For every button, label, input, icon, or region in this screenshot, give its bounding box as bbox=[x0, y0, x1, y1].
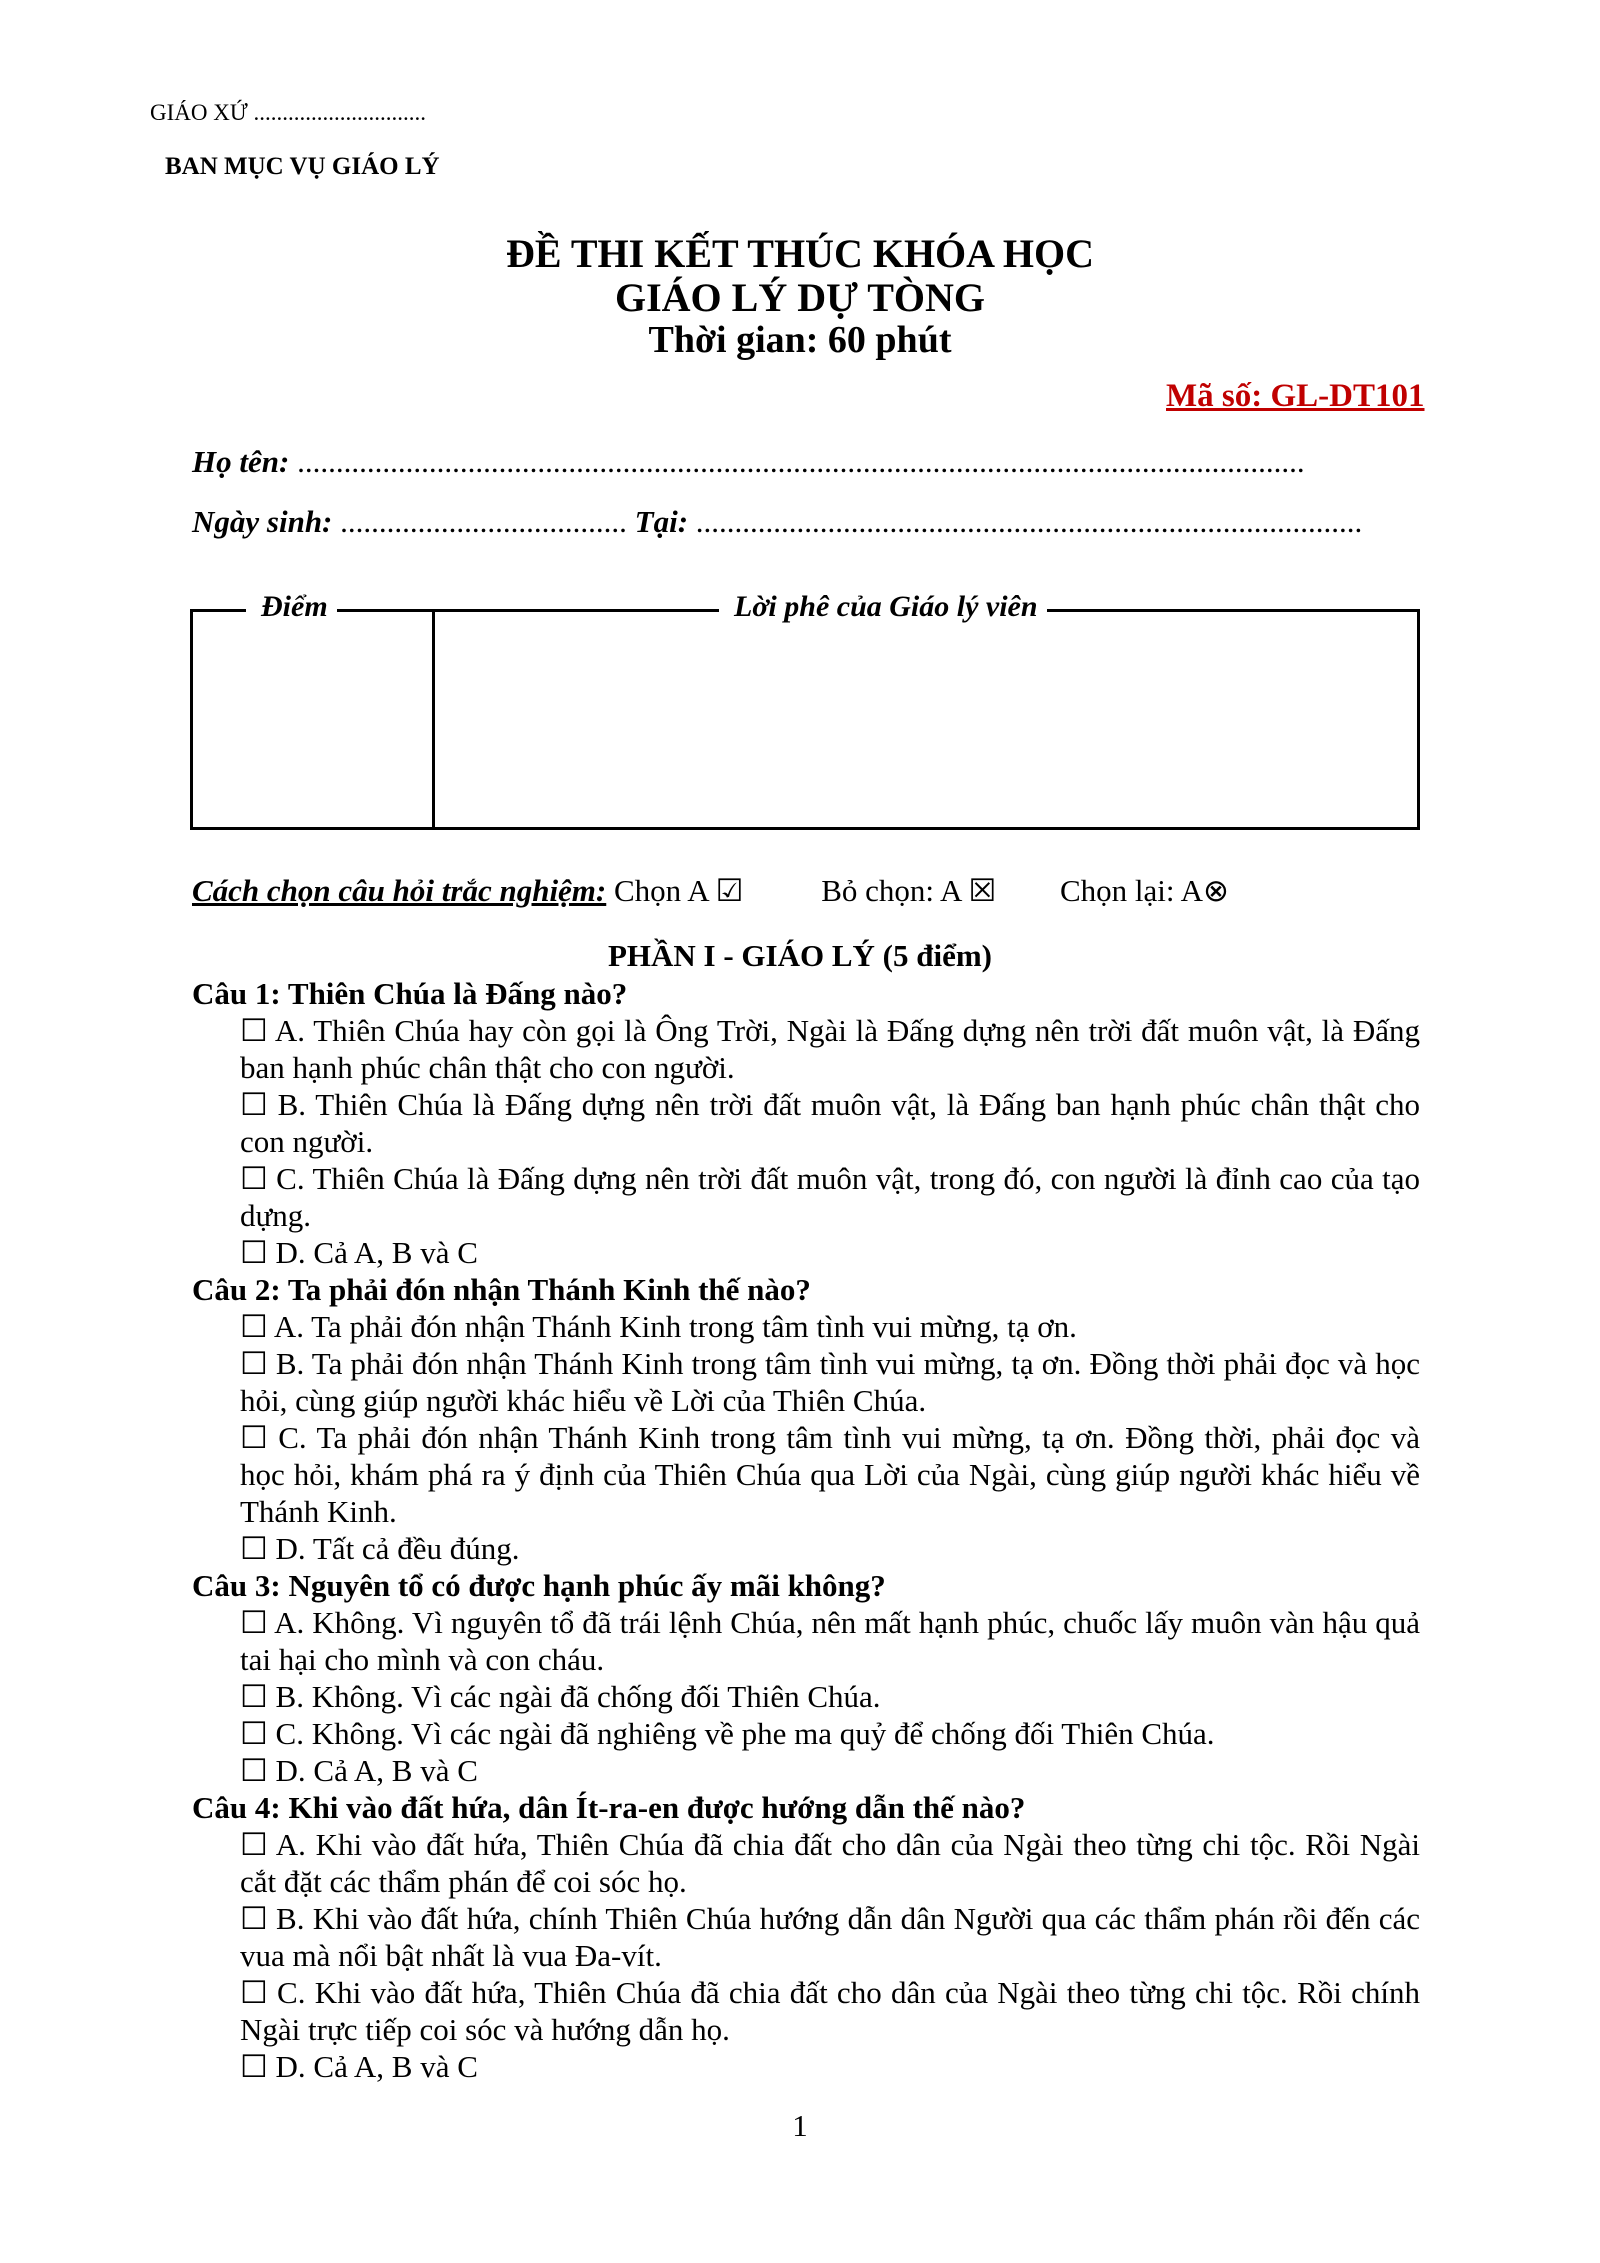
option-4b[interactable]: ☐ B. Khi vào đất hứa, chính Thiên Chúa hướng dẫn dân Người qua các thẩm phán rồi đến các vua mà nổi bật nhất là vua Đa-vít. bbox=[240, 1901, 1420, 1973]
question-3: Câu 3: Nguyên tổ có được hạnh phúc ấy mãi không? bbox=[192, 1568, 886, 1603]
board-name: BAN MỤC VỤ GIÁO LÝ bbox=[165, 153, 440, 180]
option-3a[interactable]: ☐ A. Không. Vì nguyên tổ đã trái lệnh Chúa, nên mất hạnh phúc, chuốc lấy muôn vàn hậu quả tai hại cho mình và con cháu. bbox=[240, 1605, 1420, 1677]
score-label: Điểm bbox=[255, 590, 334, 624]
box-top-border-segment bbox=[1047, 609, 1420, 612]
option-3b[interactable]: ☐ B. Không. Vì các ngài đã chống đối Thiên Chúa. bbox=[240, 1679, 881, 1714]
option-1a[interactable]: ☐ A. Thiên Chúa hay còn gọi là Ông Trời, Ngài là Đấng dựng nên trời đất muôn vật, là Đấng ban hạnh phúc chân thật cho con người. bbox=[240, 1013, 1420, 1085]
option-4c[interactable]: ☐ C. Khi vào đất hứa, Thiên Chúa đã chia đất cho dân của Ngài theo từng chi tộc. Rồi chính Ngài trực tiếp coi sóc và hướng dẫn họ. bbox=[240, 1975, 1420, 2047]
option-2a[interactable]: ☐ A. Ta phải đón nhận Thánh Kinh trong tâm tình vui mừng, tạ ơn. bbox=[240, 1309, 1077, 1344]
option-4d[interactable]: ☐ D. Cả A, B và C bbox=[240, 2049, 478, 2084]
exam-code: Mã số: GL-DT101 bbox=[1166, 378, 1425, 414]
question-2: Câu 2: Ta phải đón nhận Thánh Kinh thế nào? bbox=[192, 1272, 811, 1307]
box-top-border-segment bbox=[337, 609, 719, 612]
option-4a[interactable]: ☐ A. Khi vào đất hứa, Thiên Chúa đã chia đất cho dân của Ngài theo từng chi tộc. Rồi Ngài cắt đặt các thẩm phán để coi sóc họ. bbox=[240, 1827, 1420, 1899]
parish-line: GIÁO XỨ .............................. bbox=[150, 100, 426, 125]
option-3c[interactable]: ☐ C. Không. Vì các ngài đã nghiêng về phe ma quỷ để chống đối Thiên Chúa. bbox=[240, 1716, 1215, 1751]
exam-title: ĐỀ THI KẾT THÚC KHÓA HỌC bbox=[506, 231, 1094, 276]
option-1d[interactable]: ☐ D. Cả A, B và C bbox=[240, 1235, 478, 1270]
dob-label: Ngày sinh: bbox=[192, 504, 333, 539]
place-label: Tại: bbox=[634, 504, 689, 539]
box-divider bbox=[432, 612, 435, 827]
page-number: 1 bbox=[792, 2108, 808, 2143]
instructions-label: Cách chọn câu hỏi trắc nghiệm: bbox=[192, 873, 607, 908]
unchoose-rule: Bỏ chọn: A ☒ bbox=[821, 873, 997, 908]
option-2d[interactable]: ☐ D. Tất cả đều đúng. bbox=[240, 1531, 520, 1566]
name-label: Họ tên: bbox=[192, 444, 290, 479]
dob-dots: ..................................... bbox=[332, 504, 635, 539]
part-title: PHẦN I - GIÁO LÝ (5 điểm) bbox=[607, 938, 993, 973]
time-limit: Thời gian: 60 phút bbox=[648, 319, 952, 361]
grade-box bbox=[190, 590, 1420, 830]
option-2c[interactable]: ☐ C. Ta phải đón nhận Thánh Kinh trong tâm tình vui mừng, tạ ơn. Đồng thời, phải đọc và học hỏi, khám phá ra ý định của Thiên Chúa qua Lời của Ngài, cùng giúp người khác hiểu về Thánh Kinh. bbox=[240, 1420, 1420, 1529]
rechoose-rule: Chọn lại: A⊗ bbox=[1060, 873, 1229, 908]
option-3d[interactable]: ☐ D. Cả A, B và C bbox=[240, 1753, 478, 1788]
option-2b[interactable]: ☐ B. Ta phải đón nhận Thánh Kinh trong tâm tình vui mừng, tạ ơn. Đồng thời phải đọc và học hỏi, cùng giúp người khác hiểu về Lời của Thiên Chúa. bbox=[240, 1346, 1420, 1418]
option-1b[interactable]: ☐ B. Thiên Chúa là Đấng dựng nên trời đất muôn vật, là Đấng ban hạnh phúc chân thật cho con người. bbox=[240, 1087, 1420, 1159]
question-4: Câu 4: Khi vào đất hứa, dân Ít-ra-en được hướng dẫn thế nào? bbox=[192, 1790, 1026, 1825]
question-1: Câu 1: Thiên Chúa là Đấng nào? bbox=[192, 976, 628, 1011]
answer-instructions bbox=[192, 873, 1229, 909]
place-dots: ...................................................................................... bbox=[688, 504, 1363, 539]
comment-label: Lời phê của Giáo lý viên bbox=[728, 590, 1044, 624]
dob-field[interactable] bbox=[192, 504, 1362, 540]
option-1c[interactable]: ☐ C. Thiên Chúa là Đấng dựng nên trời đất muôn vật, trong đó, con người là đỉnh cao của tạo dựng. bbox=[240, 1161, 1420, 1233]
name-field[interactable] bbox=[192, 444, 1305, 480]
choose-rule: Chọn A ☑ bbox=[606, 873, 744, 908]
box-top-border-segment bbox=[190, 609, 246, 612]
course-title: GIÁO LÝ DỰ TÒNG bbox=[614, 275, 986, 320]
question-list bbox=[192, 975, 1420, 2085]
name-dots: .................................................................................................................................. bbox=[289, 444, 1305, 479]
